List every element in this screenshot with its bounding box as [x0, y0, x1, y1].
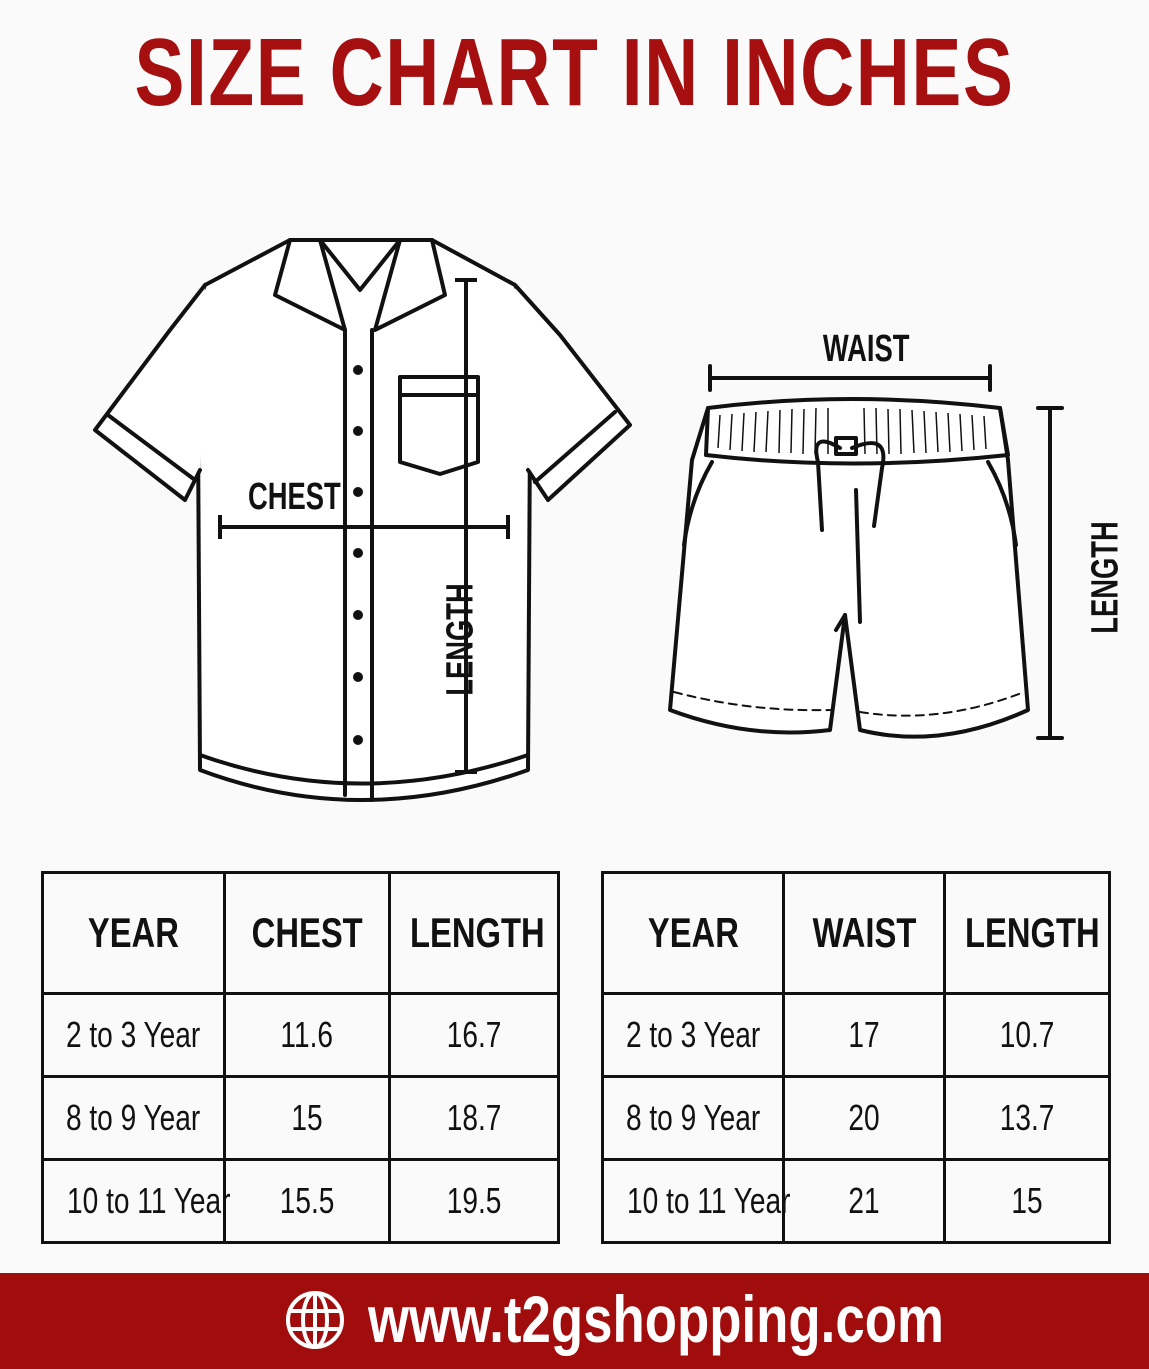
shirt-size-table — [41, 871, 560, 1244]
table-row — [43, 1160, 559, 1243]
header-cell: LENGTH — [945, 873, 1110, 994]
header-cell: CHEST — [225, 873, 390, 994]
table-cell: 18.7 — [390, 1077, 559, 1160]
table-cell: 10 to 11 Year — [603, 1160, 784, 1243]
table-header-row — [43, 873, 559, 994]
table-cell: 2 to 3 Year — [603, 994, 784, 1077]
table-cell: 16.7 — [390, 994, 559, 1077]
table-cell: 10 to 11 Year — [43, 1160, 225, 1243]
table-cell: 11.6 — [225, 994, 390, 1077]
table-cell: 8 to 9 Year — [43, 1077, 225, 1160]
table-cell: 19.5 — [390, 1160, 559, 1243]
shirt-length-label: LENGTH — [439, 583, 482, 696]
header-cell: YEAR — [603, 873, 784, 994]
header-cell: WAIST — [784, 873, 945, 994]
table-cell: 8 to 9 Year — [603, 1077, 784, 1160]
table-cell: 21 — [784, 1160, 945, 1243]
table-row — [603, 1160, 1110, 1243]
globe-icon — [284, 1289, 346, 1351]
table-cell: 2 to 3 Year — [43, 994, 225, 1077]
table-row — [603, 994, 1110, 1077]
shorts-length-label: LENGTH — [1084, 521, 1127, 634]
table-cell: 10.7 — [945, 994, 1110, 1077]
table-row — [43, 1077, 559, 1160]
table-cell: 20 — [784, 1077, 945, 1160]
table-header-row — [603, 873, 1110, 994]
header-cell: LENGTH — [390, 873, 559, 994]
table-cell: 15 — [945, 1160, 1110, 1243]
table-cell: 15.5 — [225, 1160, 390, 1243]
table-row — [43, 994, 559, 1077]
table-cell: 17 — [784, 994, 945, 1077]
waist-label: WAIST — [822, 328, 910, 370]
chest-label: CHEST — [248, 476, 341, 518]
table-cell: 15 — [225, 1077, 390, 1160]
footer-banner — [0, 1273, 1149, 1369]
shorts-illustration — [660, 330, 1140, 770]
shirt-illustration — [0, 0, 660, 830]
page-title: SIZE CHART IN INCHES — [134, 19, 1015, 126]
shorts-size-table — [601, 871, 1111, 1244]
website-link[interactable]: www.t2gshopping.com — [368, 1282, 944, 1356]
header-cell: YEAR — [43, 873, 225, 994]
table-row — [603, 1077, 1110, 1160]
table-cell: 13.7 — [945, 1077, 1110, 1160]
